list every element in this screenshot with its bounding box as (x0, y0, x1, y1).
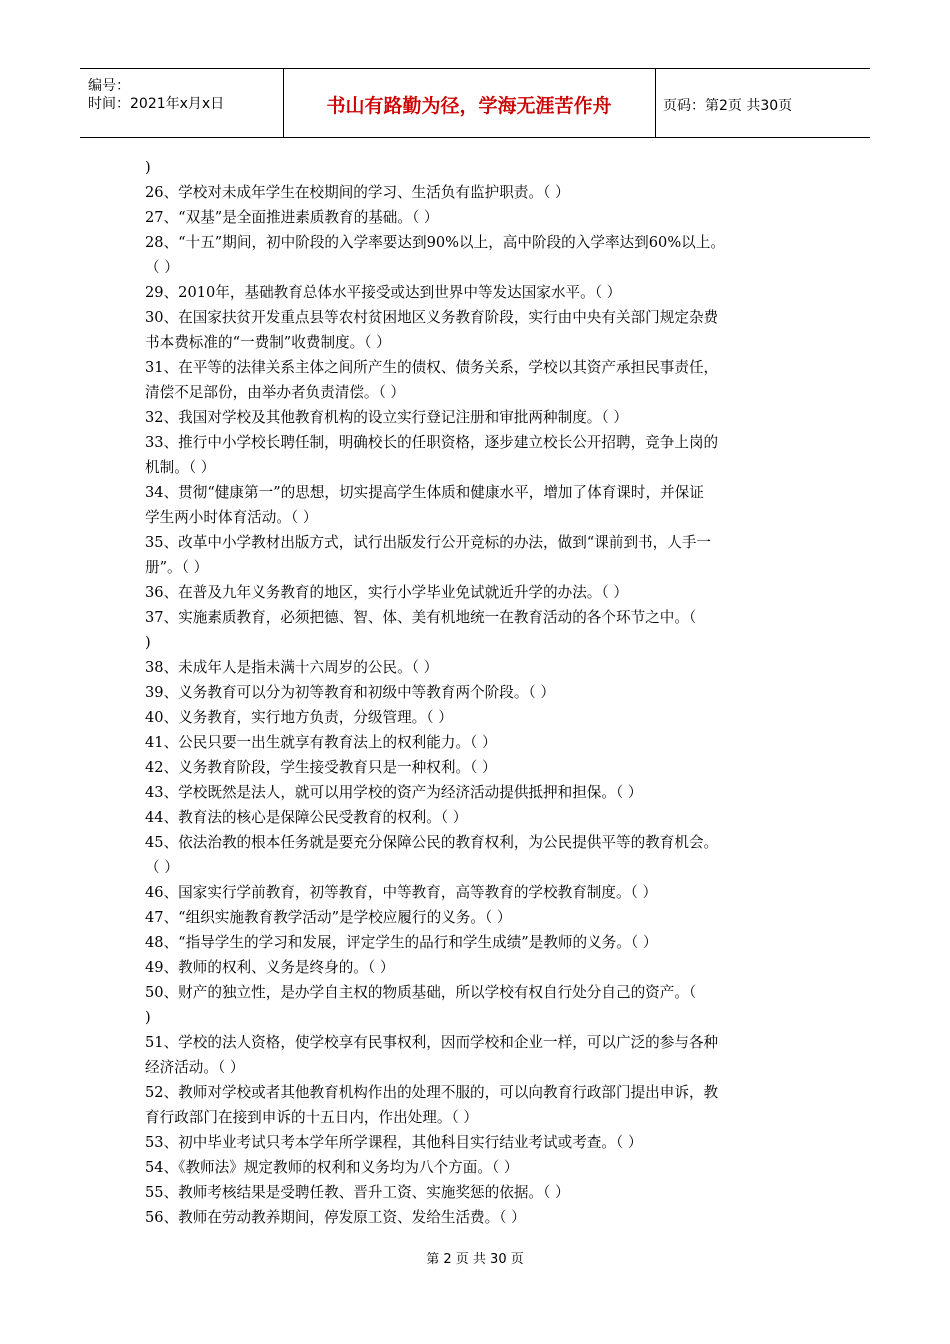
header-left-cell (80, 69, 284, 137)
question-line: 经济活动。（ ） (145, 1059, 245, 1076)
question-line: 32、我国对学校及其他教育机构的设立实行登记注册和审批两种制度。（ ） (145, 409, 628, 426)
question-line: 27、“双基”是全面推进素质教育的基础。（ ） (145, 209, 439, 226)
question-line: 29、2010年，基础教育总体水平接受或达到世界中等发达国家水平。（ ） (145, 284, 622, 301)
question-line: 26、学校对未成年学生在校期间的学习、生活负有监护职责。（ ） (145, 184, 570, 201)
question-line: 40、义务教育，实行地方负责，分级管理。（ ） (145, 709, 453, 726)
question-line: ) (145, 159, 151, 176)
question-line: 51、学校的法人资格，使学校享有民事权利，因而学校和企业一样，可以广泛的参与各种 (145, 1034, 719, 1051)
question-line: 42、义务教育阶段，学生接受教育只是一种权利。（ ） (145, 759, 497, 776)
header-middle-cell (283, 69, 656, 137)
header-motto: 书山有路勤为径，学海无涯苦作舟 (326, 95, 612, 117)
question-line: 47、“组织实施教育教学活动”是学校应履行的义务。（ ） (145, 909, 512, 926)
question-line: 48、“指导学生的学习和发展，评定学生的品行和学生成绩”是教师的义务。（ ） (145, 934, 658, 951)
question-line: 52、教师对学校或者其他教育机构作出的处理不服的，可以向教育行政部门提出申诉，教 (145, 1084, 719, 1101)
question-line: 46、国家实行学前教育，初等教育，中等教育，高等教育的学校教育制度。（ ） (145, 884, 658, 901)
question-line: 53、初中毕业考试只考本学年所学课程，其他科目实行结业考试或考查。（ ） (145, 1134, 643, 1151)
header-page-info: 页码：第2页 共30页 (663, 98, 793, 114)
question-line: 35、改革中小学教材出版方式，试行出版发行公开竞标的办法，做到“课前到书，人手一 (145, 534, 712, 551)
page-header (80, 68, 870, 138)
question-line: （ ） (145, 859, 179, 876)
document-number-label: 编号： (88, 78, 130, 94)
question-line: 56、教师在劳动教养期间，停发原工资、发给生活费。（ ） (145, 1209, 526, 1226)
question-line: 37、实施素质教育，必须把德、智、体、美有机地统一在教育活动的各个环节之中。（ (145, 609, 697, 626)
question-line: 44、教育法的核心是保障公民受教育的权利。（ ） (145, 809, 468, 826)
question-line: 30、在国家扶贫开发重点县等农村贫困地区义务教育阶段，实行由中央有关部门规定杂费 (145, 309, 719, 326)
document-time-label: 时间：2021年x月x日 (88, 96, 225, 112)
question-line: 38、未成年人是指未满十六周岁的公民。（ ） (145, 659, 439, 676)
question-line: 33、推行中小学校长聘任制，明确校长的任职资格，逐步建立校长公开招聘，竞争上岗的 (145, 434, 719, 451)
question-list (145, 155, 815, 1230)
question-line: （ ） (145, 259, 179, 276)
question-line: 册”。（ ） (145, 559, 209, 576)
question-line: 54、《教师法》规定教师的权利和义务均为八个方面。（ ） (145, 1159, 519, 1176)
question-line: ) (145, 1009, 151, 1026)
header-right-cell (655, 69, 870, 137)
question-line: 清偿不足部份，由举办者负责清偿。（ ） (145, 384, 406, 401)
question-line: 41、公民只要一出生就享有教育法上的权利能力。（ ） (145, 734, 497, 751)
question-line: 50、财产的独立性，是办学自主权的物质基础，所以学校有权自行处分自己的资产。（ (145, 984, 697, 1001)
question-line: ) (145, 634, 151, 651)
question-line: 49、教师的权利、义务是终身的。（ ） (145, 959, 395, 976)
question-line: 书本费标准的“一费制”收费制度。（ ） (145, 334, 391, 351)
page-footer: 第 2 页 共 30 页 (426, 1252, 524, 1267)
question-line: 45、依法治教的根本任务就是要充分保障公民的教育权利，为公民提供平等的教育机会。 (145, 834, 719, 851)
question-line: 36、在普及九年义务教育的地区，实行小学毕业免试就近升学的办法。（ ） (145, 584, 628, 601)
question-line: 34、贯彻“健康第一”的思想，切实提高学生体质和健康水平，增加了体育课时，并保证 (145, 484, 704, 501)
question-line: 31、在平等的法律关系主体之间所产生的债权、债务关系，学校以其资产承担民事责任， (145, 359, 719, 376)
question-line: 学生两小时体育活动。（ ） (145, 509, 318, 526)
question-line: 机制。（ ） (145, 459, 216, 476)
question-line: 育行政部门在接到申诉的十五日内，作出处理。（ ） (145, 1109, 478, 1126)
question-line: 39、义务教育可以分为初等教育和初级中等教育两个阶段。（ ） (145, 684, 555, 701)
question-line: 43、学校既然是法人，就可以用学校的资产为经济活动提供抵押和担保。（ ） (145, 784, 643, 801)
question-line: 55、教师考核结果是受聘任教、晋升工资、实施奖惩的依据。（ ） (145, 1184, 570, 1201)
question-line: 28、“十五”期间，初中阶段的入学率要达到90%以上，高中阶段的入学率达到60%以上。 (145, 234, 725, 251)
